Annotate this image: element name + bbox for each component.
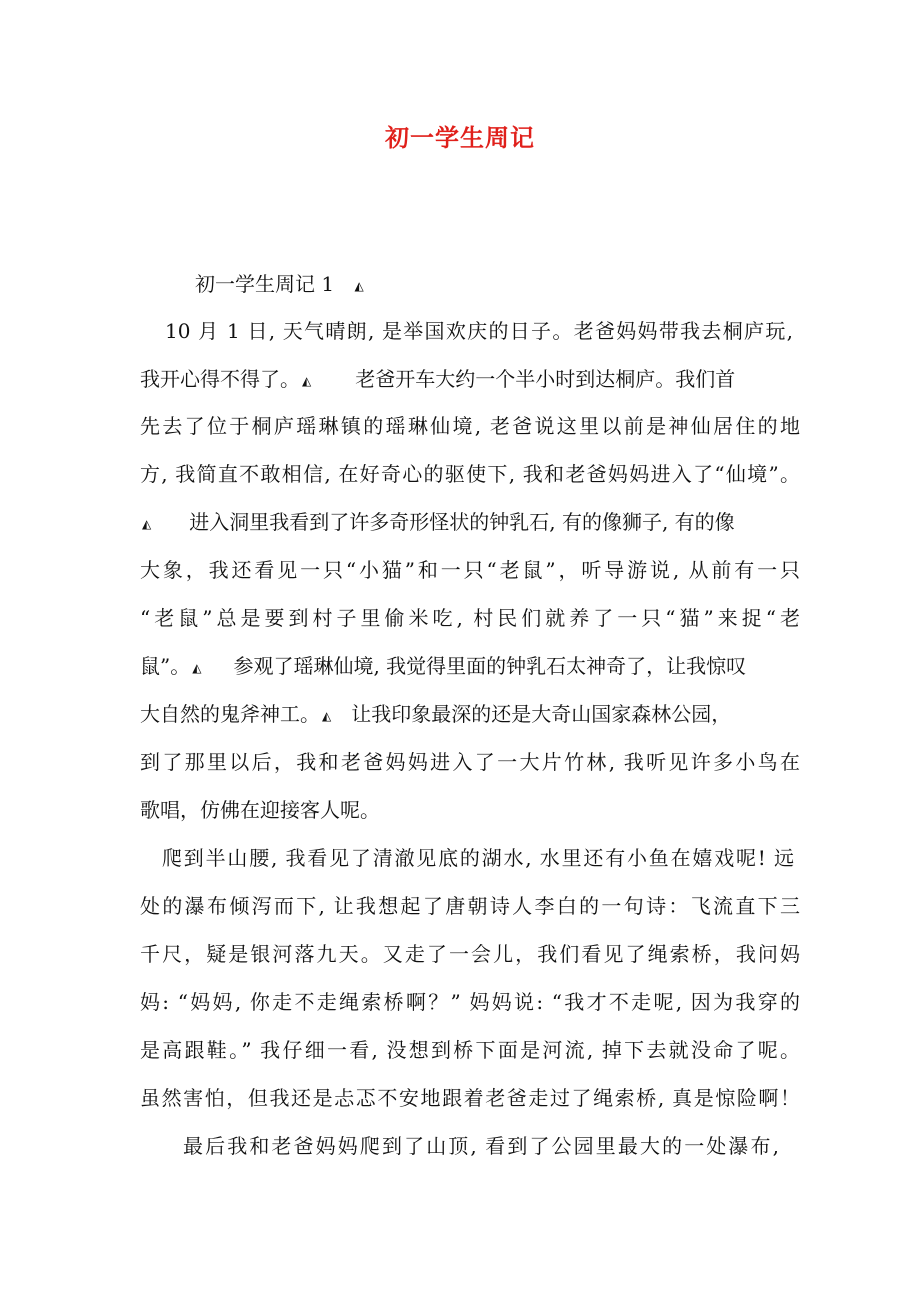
- text-segment: 大自然的鬼斧神工。: [140, 702, 320, 726]
- text-line: 先去了位于桐庐瑶琳镇的瑶琳仙境, 老爸说这里以前是神仙居住的地: [140, 414, 800, 438]
- paragraph-mark-icon: ◭: [142, 516, 152, 531]
- text-line: 虽然害怕，但我还是忐忑不安地跟着老爸走过了绳索桥, 真是惊险啊！: [140, 1086, 800, 1110]
- paragraph-mark-icon: ◭: [354, 278, 364, 293]
- text-segment: 我开心得不得了。: [140, 367, 300, 391]
- section-heading-line: [195, 269, 855, 301]
- text-segment: 让我印象最深的还是大奇山国家森林公园，: [351, 702, 732, 726]
- paragraph-mark-icon: ◭: [192, 660, 202, 675]
- text-line: [140, 364, 800, 396]
- text-line: [140, 699, 800, 731]
- text-line: [140, 651, 800, 683]
- text-segment: 鼠”。: [140, 654, 191, 678]
- text-line: “老鼠”总是要到村子里偷米吃, 村民们就养了一只“猫”来捉“老: [140, 606, 800, 630]
- text-line: [140, 507, 800, 539]
- text-line: 到了那里以后，我和老爸妈妈进入了一大片竹林, 我听见许多小鸟在: [140, 750, 800, 774]
- text-line: 爬到半山腰, 我看见了清澈见底的湖水, 水里还有小鱼在嬉戏呢! 远: [162, 846, 794, 870]
- text-line: 歌唱，仿佛在迎接客人呢。: [140, 798, 380, 822]
- text-segment: 参观了瑶琳仙境, 我觉得里面的钟乳石太神奇了，让我惊叹: [233, 654, 747, 678]
- text-segment: 老爸开车大约一个半小时到达桐庐。我们首: [355, 367, 736, 391]
- section-heading: 初一学生周记 1: [195, 272, 335, 296]
- text-line: 10 月 1 日, 天气晴朗, 是举国欢庆的日子。老爸妈妈带我去桐庐玩,: [165, 319, 793, 343]
- text-line: 方, 我简直不敢相信, 在好奇心的驱使下, 我和老爸妈妈进入了“仙境”。: [140, 462, 800, 486]
- document-title: 初一学生周记: [385, 123, 535, 152]
- paragraph-mark-icon: ◭: [302, 373, 312, 388]
- text-line: 千尺，疑是银河落九天。又走了一会儿，我们看见了绳索桥，我问妈: [140, 942, 800, 966]
- text-line: 处的瀑布倾泻而下, 让我想起了唐朝诗人李白的一句诗：飞流直下三: [140, 894, 800, 918]
- text-line: 妈: “妈妈, 你走不走绳索桥啊？” 妈妈说: “我才不走呢, 因为我穿的: [140, 990, 800, 1014]
- text-line: 大象，我还看见一只“小猫”和一只“老鼠”，听导游说, 从前有一只: [140, 558, 800, 582]
- text-segment: 进入洞里我看到了许多奇形怪状的钟乳石, 有的像狮子, 有的像: [189, 510, 735, 534]
- paragraph-mark-icon: ◭: [322, 708, 332, 723]
- text-line: 最后我和老爸妈妈爬到了山顶, 看到了公园里最大的一处瀑布,: [183, 1134, 779, 1158]
- text-line: 是高跟鞋。” 我仔细一看, 没想到桥下面是河流, 掉下去就没命了呢。: [140, 1038, 800, 1062]
